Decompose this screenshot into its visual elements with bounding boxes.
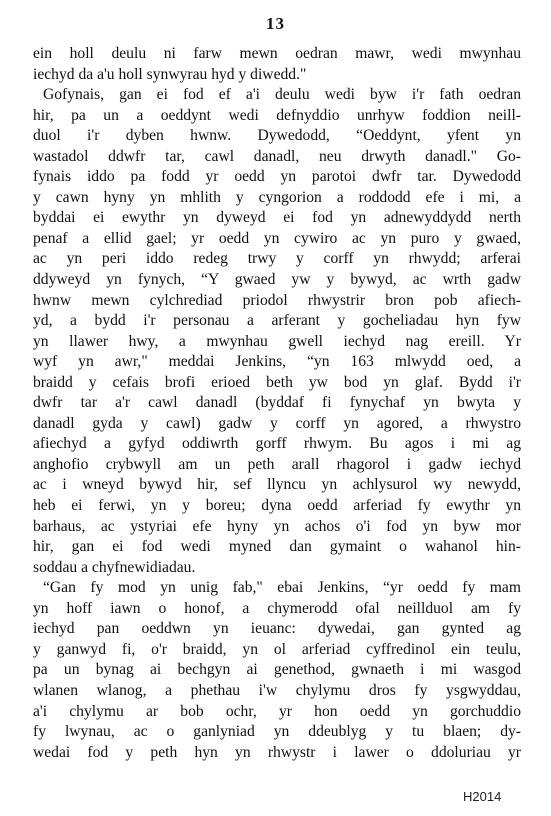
text-line: wlanen wlanog, a phethau i'w chylymu dros fy ysgwyddau, xyxy=(33,681,521,699)
text-line: afiechyd a gyfyd oddiwrth gorff rhwym. Bu agos i mi ag xyxy=(33,435,521,453)
text-line: fy lwynau, ac o ganlyniad yn ddeublyg y tu blaen; dy- xyxy=(33,723,521,741)
text-line: fynais iddo pa fodd yr oedd yn parotoi dwfr tar. Dywedodd xyxy=(33,168,521,186)
page-number: 13 xyxy=(266,14,285,33)
text-line: hir, gan ei fod wedi myned dan gymaint o wahanol hin- xyxy=(33,538,521,556)
text-line: hwnw mewn cylchrediad priodol rhwystrir bron pob afiech- xyxy=(33,291,521,309)
text-line: yn hoff iawn o honof, a chymerodd ofal neillduol am fy xyxy=(33,599,521,617)
text-line: y cawn hyny yn mhlith y cyngorion a roddodd efe i mi, a xyxy=(33,188,521,206)
text-line: ddyweyd yn fynych, “Y gwaed yw y bywyd, ac wrth gadw xyxy=(33,271,521,289)
text-line: anghofio crybwyll am un peth arall rhagorol i gadw iechyd xyxy=(33,455,521,473)
text-line: wastadol ddwfr tar, cawl danadl, neu drwyth danadl." Go- xyxy=(33,147,521,165)
text-line: danadl gyda y cawl) gadw y corff yn agored, a rhwystro xyxy=(33,414,521,432)
text-line: barhaus, ac ystyriai efe hyny yn achos o'i fod yn byw mor xyxy=(33,517,521,535)
text-line: braidd y cefais brofi erioed beth yw bod yn glaf. Bydd i'r xyxy=(33,373,521,391)
text-line: soddau a chyfnewidiadau. xyxy=(33,558,196,576)
text-line: dwfr tar a'r cawl danadl (byddaf fi fynychaf yn bwyta y xyxy=(33,394,521,412)
text-line: ac i wneyd bywyd hir, sef llyncu yn achlysurol wy newydd, xyxy=(33,476,521,494)
text-line: “Gan fy mod yn unig fab," ebai Jenkins, “yr oedd fy mam xyxy=(43,579,521,597)
footer-mark: H2014 xyxy=(463,789,502,804)
text-line: pa un bynag ai bechgyn ai genethod, gwnaeth i mi wasgod xyxy=(33,661,521,679)
text-line: iechyd pan oeddwn yn ieuanc: dywedai, gan gynted ag xyxy=(33,620,521,638)
text-line: iechyd da a'u holl synwyrau hyd y diwedd." xyxy=(33,65,307,83)
text-line: duol i'r dyben hwnw. Dywedodd, “Oeddynt, yfent yn xyxy=(33,127,521,145)
text-line: ac yn peri iddo redeg trwy y corff yn rhwydd; arferai xyxy=(33,250,521,268)
text-line: yd, a bydd i'r personau a arferant y gocheliadau hyn fyw xyxy=(33,312,521,330)
document-body xyxy=(33,44,521,763)
text-line: a'i chylymu ar bob ochr, yr hon oedd yn gorchuddio xyxy=(33,702,521,720)
text-line: byddai ei ewythr yn dyweyd ei fod yn adnewyddydd nerth xyxy=(33,209,521,227)
text-line: wyf yn awr," meddai Jenkins, “yn 163 mlwydd oed, a xyxy=(33,353,521,371)
text-line: penaf a ellid gael; yr oedd yn cywiro ac yn puro y gwaed, xyxy=(33,229,521,247)
text-line: hir, pa un a oeddynt wedi defnyddio unrhyw foddion neill- xyxy=(33,106,521,124)
text-line: heb ei ferwi, yn y boreu; dyna oedd arferiad fy ewythr yn xyxy=(33,497,521,515)
text-line: yn llawer hwy, a mwynhau gwell iechyd nag ereill. Yr xyxy=(33,332,521,350)
text-line: Gofynais, gan ei fod ef a'i deulu wedi byw i'r fath oedran xyxy=(43,86,521,104)
text-line: ein holl deulu ni farw mewn oedran mawr, wedi mwynhau xyxy=(33,45,521,62)
text-line: wedai fod y peth hyn yn rhwystr i lawer o ddoluriau yr xyxy=(33,743,521,761)
text-line: y ganwyd fi, o'r braidd, yn ol arferiad cyffredinol ein teulu, xyxy=(33,640,521,658)
